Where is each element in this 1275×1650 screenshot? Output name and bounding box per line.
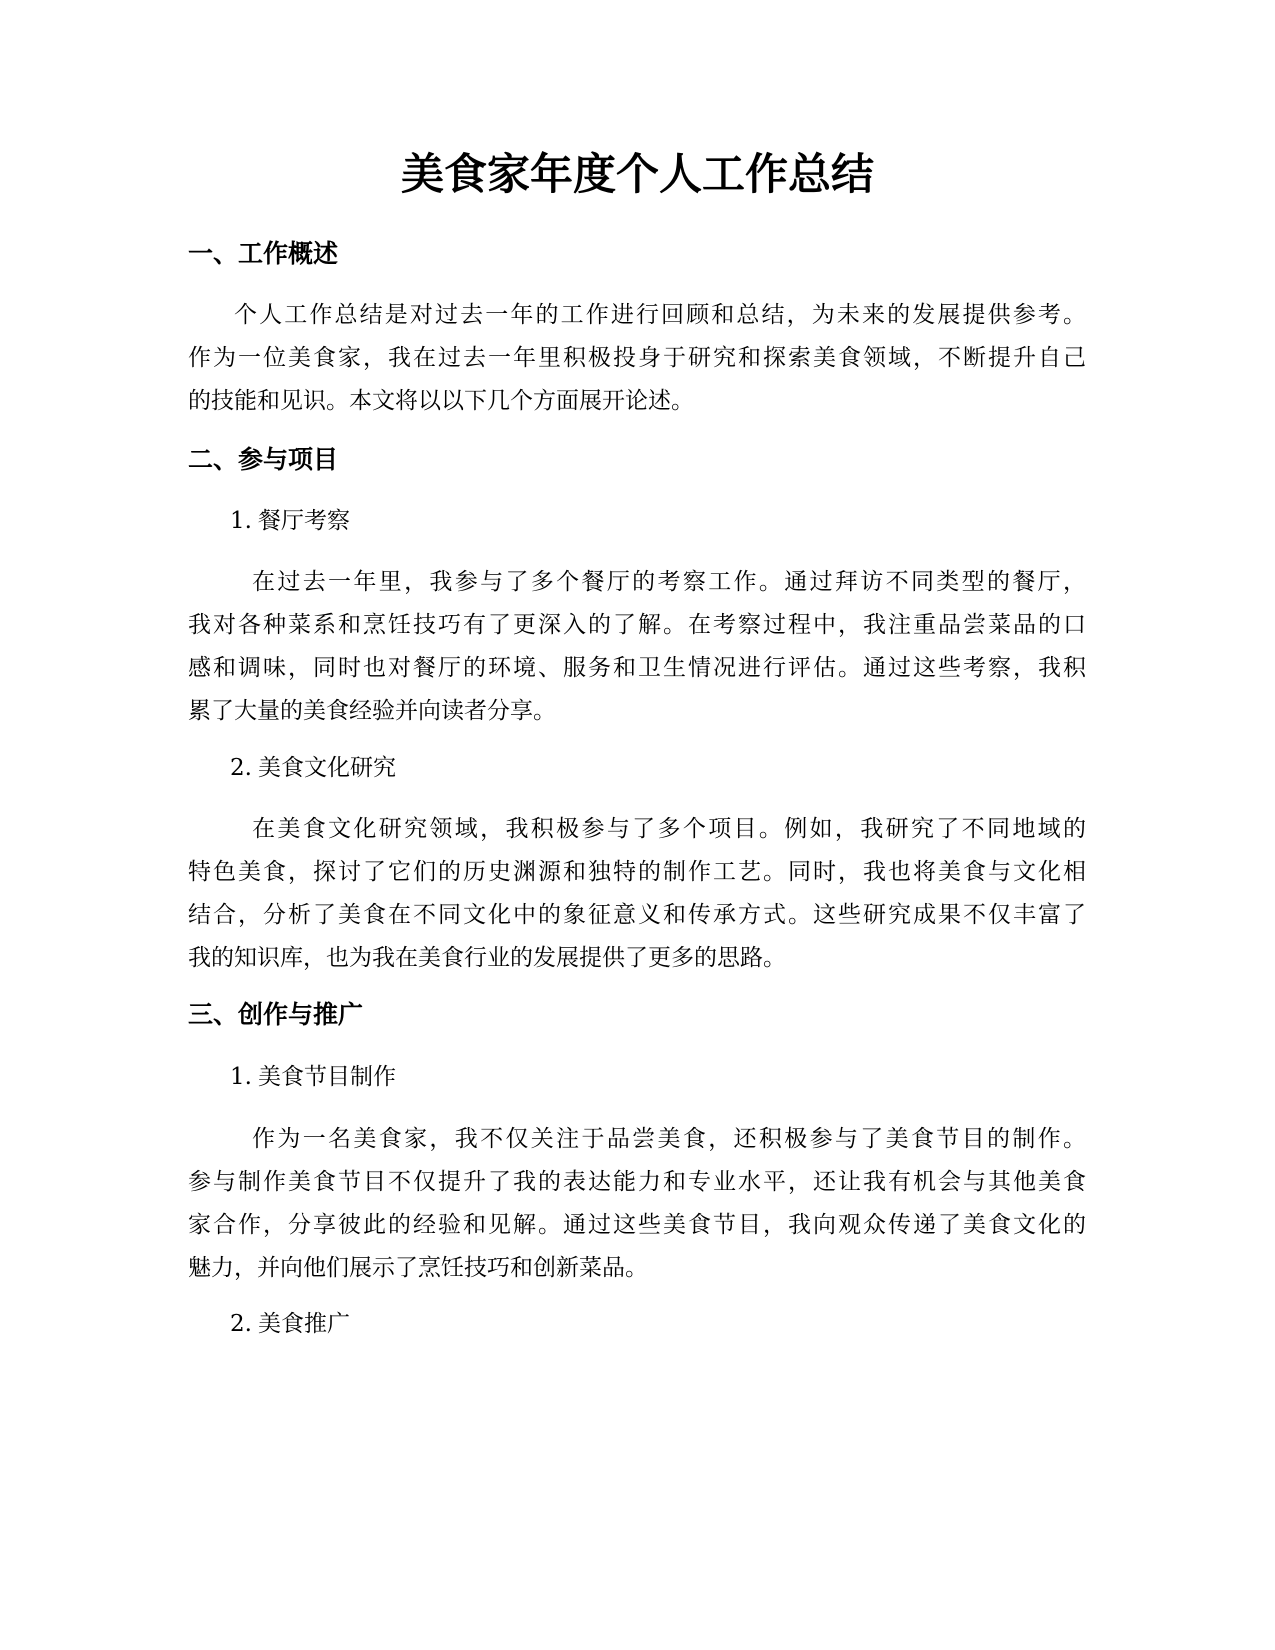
- subsection-number: 1.: [230, 1064, 252, 1090]
- paragraph-line: 累了大量的美食经验并向读者分享。: [188, 698, 556, 724]
- subsection-number: 2.: [230, 1311, 252, 1337]
- overview-paragraph: [188, 294, 1086, 423]
- subsection-heading-restaurant-review: [230, 503, 350, 539]
- paragraph-line: 我对各种菜系和烹饪技巧有了更深入的了解。在考察过程中，我注重品尝菜品的口: [188, 612, 1086, 638]
- subsection-number: 1.: [230, 508, 252, 534]
- paragraph-line: 作为一位美食家，我在过去一年里积极投身于研究和探索美食领域，不断提升自己: [188, 345, 1086, 371]
- paragraph-line: 魅力，并向他们展示了烹饪技巧和创新菜品。: [188, 1255, 648, 1281]
- subsection-title: 美食推广: [257, 1311, 350, 1337]
- food-culture-paragraph: [188, 808, 1086, 980]
- section-heading-overview: 一、工作概述: [188, 239, 339, 268]
- subsection-heading-show-production: [230, 1059, 396, 1095]
- paragraph-line: 结合，分析了美食在不同文化中的象征意义和传承方式。这些研究成果不仅丰富了: [188, 902, 1086, 928]
- show-production-paragraph: [188, 1118, 1086, 1290]
- paragraph-line: 的技能和见识。本文将以以下几个方面展开论述。: [188, 388, 694, 414]
- paragraph-line: 在过去一年里，我参与了多个餐厅的考察工作。通过拜访不同类型的餐厅，: [252, 569, 1086, 595]
- subsection-heading-food-promotion: [230, 1306, 350, 1342]
- subsection-title: 美食节目制作: [257, 1064, 396, 1090]
- document-title: 美食家年度个人工作总结: [401, 150, 874, 200]
- paragraph-line: 参与制作美食节目不仅提升了我的表达能力和专业水平，还让我有机会与其他美食: [188, 1169, 1086, 1195]
- paragraph-line: 作为一名美食家，我不仅关注于品尝美食，还积极参与了美食节目的制作。: [252, 1126, 1086, 1152]
- subsection-number: 2.: [230, 755, 252, 781]
- subsection-title: 美食文化研究: [257, 755, 396, 781]
- paragraph-line: 在美食文化研究领域，我积极参与了多个项目。例如，我研究了不同地域的: [252, 816, 1086, 842]
- subsection-heading-food-culture: [230, 750, 396, 786]
- restaurant-review-paragraph: [188, 561, 1086, 733]
- section-heading-creation: 三、创作与推广: [188, 1000, 364, 1029]
- paragraph-line: 个人工作总结是对过去一年的工作进行回顾和总结，为未来的发展提供参考。: [234, 302, 1086, 328]
- subsection-title: 餐厅考察: [257, 508, 350, 534]
- section-heading-projects: 二、参与项目: [188, 445, 339, 474]
- paragraph-line: 特色美食，探讨了它们的历史渊源和独特的制作工艺。同时，我也将美食与文化相: [188, 859, 1086, 885]
- paragraph-line: 感和调味，同时也对餐厅的环境、服务和卫生情况进行评估。通过这些考察，我积: [188, 655, 1086, 681]
- paragraph-line: 家合作，分享彼此的经验和见解。通过这些美食节目，我向观众传递了美食文化的: [188, 1212, 1086, 1238]
- paragraph-line: 我的知识库，也为我在美食行业的发展提供了更多的思路。: [188, 945, 786, 971]
